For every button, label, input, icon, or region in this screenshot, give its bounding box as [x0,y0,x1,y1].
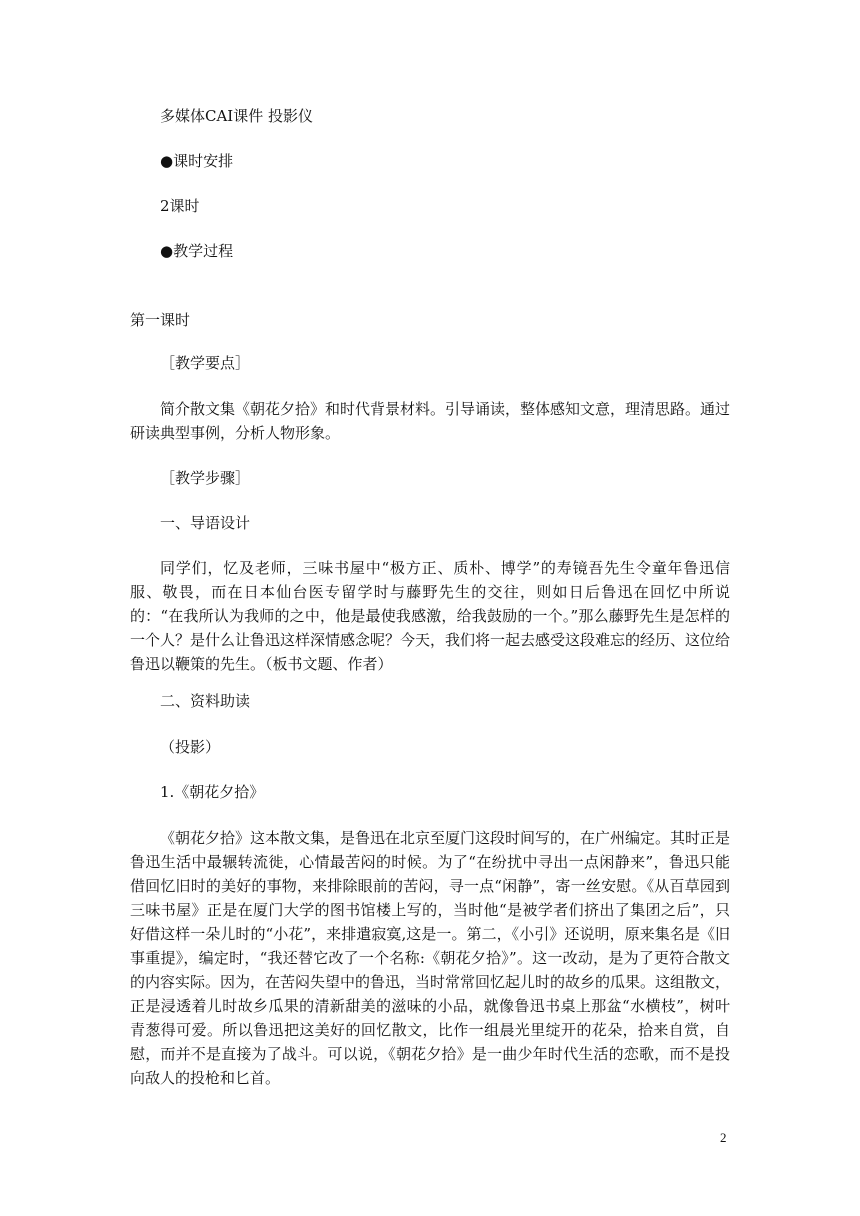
intro-paragraph: 同学们，忆及老师，三味书屋中“极方正、质朴、博学”的寿镜吾先生令童年鲁迅信服、敬畏，而在日本仙台医专留学时与藤野先生的交往，则如日后鲁迅在回忆中所说的：“在我所认为我师的之中，他是最使我感激，给我鼓励的一个。”那么藤野先生是怎样的一个人？是什么让鲁迅这样深情感念呢？今天，我们将一起去感受这段难忘的经历、这位给鲁迅以鞭策的先生。（板书文题、作者） [130,559,731,673]
projection-note: （投影） [160,738,221,756]
process-heading: ●教学过程 [160,242,234,260]
section-two-heading: 二、资料助读 [160,692,251,710]
steps-heading: ［教学步骤］ [160,469,251,487]
key-points-heading: ［教学要点］ [160,354,251,372]
section-one-heading: 一、导语设计 [160,514,251,532]
page-number: 2 [720,1130,727,1145]
lesson-one-heading: 第一课时 [130,311,191,329]
materials-line: 多媒体CAI课件 投影仪 [160,107,314,125]
zhaohua-paragraph: 《朝花夕拾》这本散文集，是鲁迅在北京至厦门这段时间写的，在广州编定。其时正是鲁迅生活中最辗转流徙，心情最苦闷的时候。为了“在纷扰中寻出一点闲静来”，鲁迅只能借回忆旧时的美好的事物，来排除眼前的苦闷，寻一点“闲静”，寄一丝安慰。《从百草园到三味书屋》正是在厦门大学的图书馆楼上写的，当时他“是被学者们挤出了集团之后”，只好借这样一朵儿时的“小花”，来排遣寂寞,这是一。第二，《小引》还说明，原来集名是《旧事重提》，编定时，“我还替它改了一个名称:《朝花夕拾》”。这一改动，是为了更符合散文的内容实际。因为，在苦闷失望中的鲁迅，当时常常回忆起儿时的故乡的瓜果。这组散文，正是浸透着儿时故乡瓜果的清新甜美的滋味的小品，就像鲁迅书桌上那盆“水横枝”，树叶青葱得可爱。所以鲁迅把这美好的回忆散文，比作一组晨光里绽开的花朵，拾来自赏，自慰，而并不是直接为了战斗。可以说，《朝花夕拾》是一曲少年时代生活的恋歌，而不是投向敌人的投枪和匕首。 [130,829,731,1087]
schedule-value: 2课时 [160,197,200,215]
item-one-heading: 1.《朝花夕拾》 [160,783,265,801]
schedule-heading: ●课时安排 [160,152,234,170]
key-points-paragraph: 简介散文集《朝花夕拾》和时代背景材料。引导诵读，整体感知文意，理清思路。通过研读典型事例，分析人物形象。 [130,400,731,442]
